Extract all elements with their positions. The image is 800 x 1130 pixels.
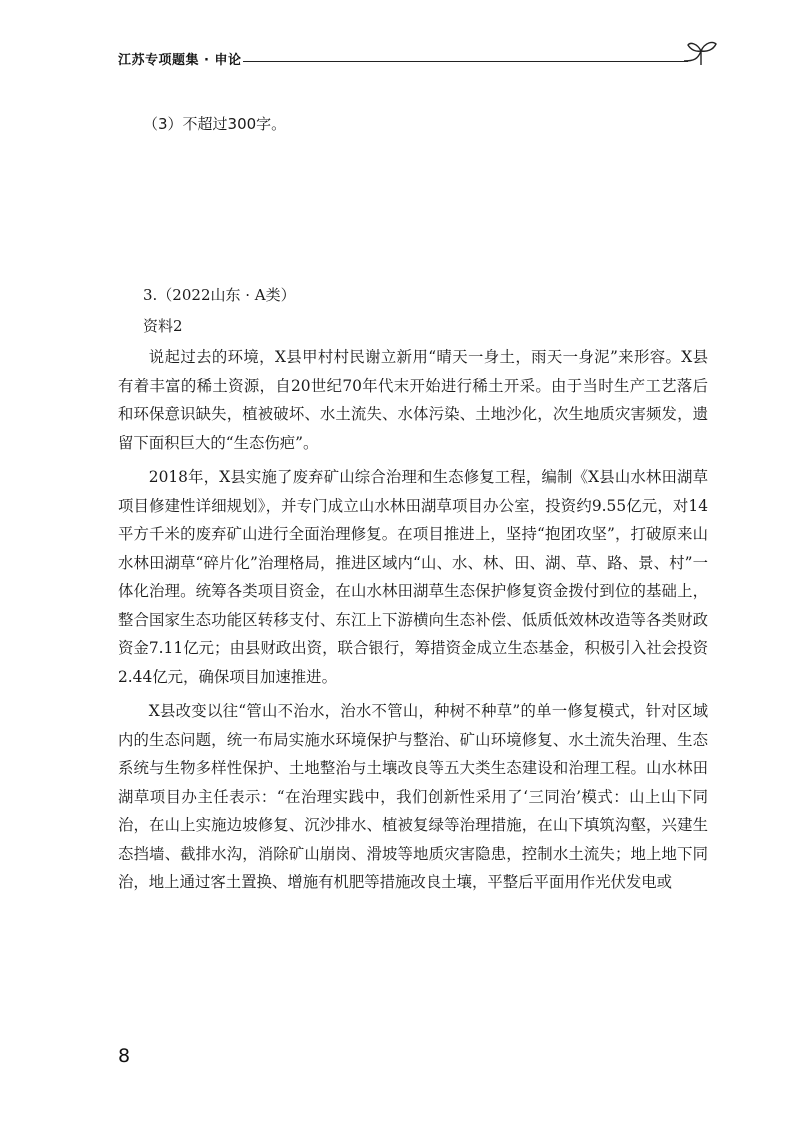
material-label: 资料2 (143, 317, 183, 335)
sprout-icon (680, 39, 722, 75)
page-number: 8 (118, 1045, 131, 1067)
material-body (118, 343, 708, 903)
header-title: 江苏专项题集 · 申论 (118, 53, 242, 68)
paragraph: 说起过去的环境，X县甲村村民谢立新用“晴天一身土，雨天一身泥”来形容。X县有着丰富的稀土资源，自20世纪70年代末开始进行稀土开采。由于当时生产工艺落后和环保意识缺失，植被破坏、水土流失、水体污染、土地沙化，次生地质灾害频发，遗留下面积巨大的“生态伤疤”。 (118, 348, 708, 452)
paragraph: 2018年，X县实施了废弃矿山综合治理和生态修复工程，编制《X县山水林田湖草项目修建性详细规划》，并专门成立山水林田湖草项目办公室，投资约9.55亿元，对14平方千米的废弃矿山进行全面治理修复。在项目推进上，坚持“抱团攻坚”，打破原来山水林田湖草“碎片化”治理格局，推进区域内“山、水、林、田、湖、草、路、景、村”一体化治理。统筹各类项目资金，在山水林田湖草生态保护修复资金拨付到位的基础上，整合国家生态功能区转移支付、东江上下游横向生态补偿、低质低效林改造等各类财政资金7.11亿元；由县财政出资，联合银行，筹措资金成立生态基金，积极引入社会投资2.44亿元，确保项目加速推进。 (118, 468, 708, 686)
paragraph: X县改变以往“管山不治水，治水不管山，种树不种草”的单一修复模式，针对区域内的生态问题，统一布局实施水环境保护与整治、矿山环境修复、水土流失治理、生态系统与生物多样性保护、土地整治与土壤改良等五大类生态建设和治理工程。山水林田湖草项目办主任表示：“在治理实践中，我们创新性采用了‘三同治’模式：山上山下同治，在山上实施边坡修复、沉沙排水、植被复绿等治理措施，在山下填筑沟壑，兴建生态挡墙、截排水沟，消除矿山崩岗、滑坡等地质灾害隐患，控制水土流失；地上地下同治，地上通过客土置换、增施有机肥等措施改良土壤，平整后平面用作光伏发电或 (118, 702, 708, 891)
header-rule (243, 61, 688, 62)
running-header (118, 45, 722, 75)
answer-requirement: （3）不超过300字。 (143, 115, 287, 133)
question-label: 3.（2022山东 · A类） (143, 286, 296, 304)
